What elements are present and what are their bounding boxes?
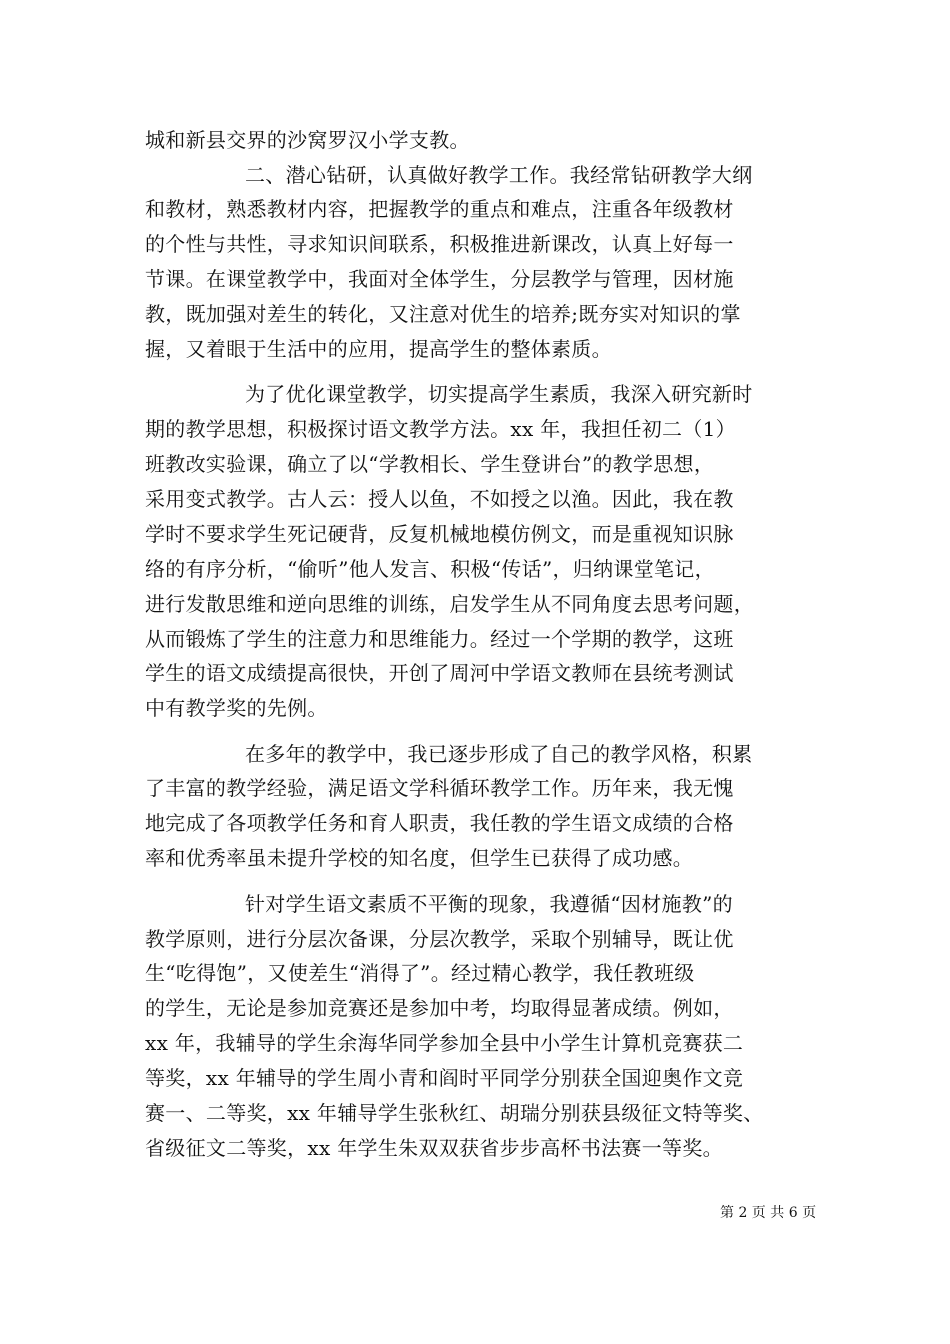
paragraph-start: 在多年的教学中，我已逐步形成了自己的教学风格，积累	[245, 742, 753, 766]
text-line: 的个性与共性，寻求知识间联系，积极推进新课改，认真上好每一	[145, 232, 734, 256]
paragraph-start: 二、潜心钻研，认真做好教学工作。我经常钻研教学大纲	[245, 163, 753, 187]
text-line: 中有教学奖的先例。	[145, 696, 328, 720]
text-line: 生“吃得饱”，又使差生“消得了”。经过精心教学，我任教班级	[145, 961, 695, 985]
text-line: 学时不要求学生死记硬背，反复机械地模仿例文，而是重视知识脉	[145, 522, 734, 546]
text-line: 班教改实验课，确立了以“学教相长、学生登讲台”的教学思想，	[145, 452, 715, 476]
text-line: 城和新县交界的沙窝罗汉小学支教。	[145, 128, 470, 152]
text-line: 络的有序分析，“偷听”他人发言、积极“传话”，归纳课堂笔记，	[145, 557, 715, 581]
text-line: 教，既加强对差生的转化，又注意对优生的培养;既夯实对知识的掌	[145, 302, 741, 326]
text-line: 地完成了各项教学任务和育人职责，我任教的学生语文成绩的合格	[145, 811, 734, 835]
text-line: 学生的语文成绩提高很快，开创了周河中学语文教师在县统考测试	[145, 661, 734, 685]
text-line: 赛一、二等奖，xx 年辅导学生张秋红、胡瑞分别获县级征文特等奖、	[145, 1101, 764, 1125]
text-line: xx 年，我辅导的学生余海华同学参加全县中小学生计算机竞赛获二	[145, 1031, 744, 1055]
text-line: 从而锻炼了学生的注意力和思维能力。经过一个学期的教学，这班	[145, 627, 734, 651]
text-line: 采用变式教学。古人云：授人以鱼，不如授之以渔。因此，我在教	[145, 487, 734, 511]
text-line: 等奖，xx 年辅导的学生周小青和阎时平同学分别获全国迎奥作文竞	[145, 1066, 744, 1090]
paragraph-start: 为了优化课堂教学，切实提高学生素质，我深入研究新时	[245, 382, 753, 406]
text-line: 省级征文二等奖，xx 年学生朱双双获省步步高杯书法赛一等奖。	[145, 1136, 723, 1160]
text-line: 教学原则，进行分层次备课，分层次教学，采取个别辅导，既让优	[145, 927, 734, 951]
text-line: 期的教学思想，积极探讨语文教学方法。xx 年，我担任初二（1）	[145, 417, 736, 441]
text-line: 的学生，无论是参加竞赛还是参加中考，均取得显著成绩。例如，	[145, 996, 734, 1020]
text-line: 握，又着眼于生活中的应用，提高学生的整体素质。	[145, 337, 612, 361]
text-line: 进行发散思维和逆向思维的训练，启发学生从不同角度去思考问题，	[145, 592, 754, 616]
text-line: 了丰富的教学经验，满足语文学科循环教学工作。历年来，我无愧	[145, 776, 734, 800]
paragraph-start: 针对学生语文素质不平衡的现象，我遵循“因材施教”的	[245, 892, 733, 916]
text-line: 节课。在课堂教学中，我面对全体学生，分层教学与管理，因材施	[145, 267, 734, 291]
page-number-footer: 第 2 页 共 6 页	[720, 1205, 817, 1221]
text-line: 和教材，熟悉教材内容，把握教学的重点和难点，注重各年级教材	[145, 197, 734, 221]
text-line: 率和优秀率虽未提升学校的知名度，但学生已获得了成功感。	[145, 846, 694, 870]
